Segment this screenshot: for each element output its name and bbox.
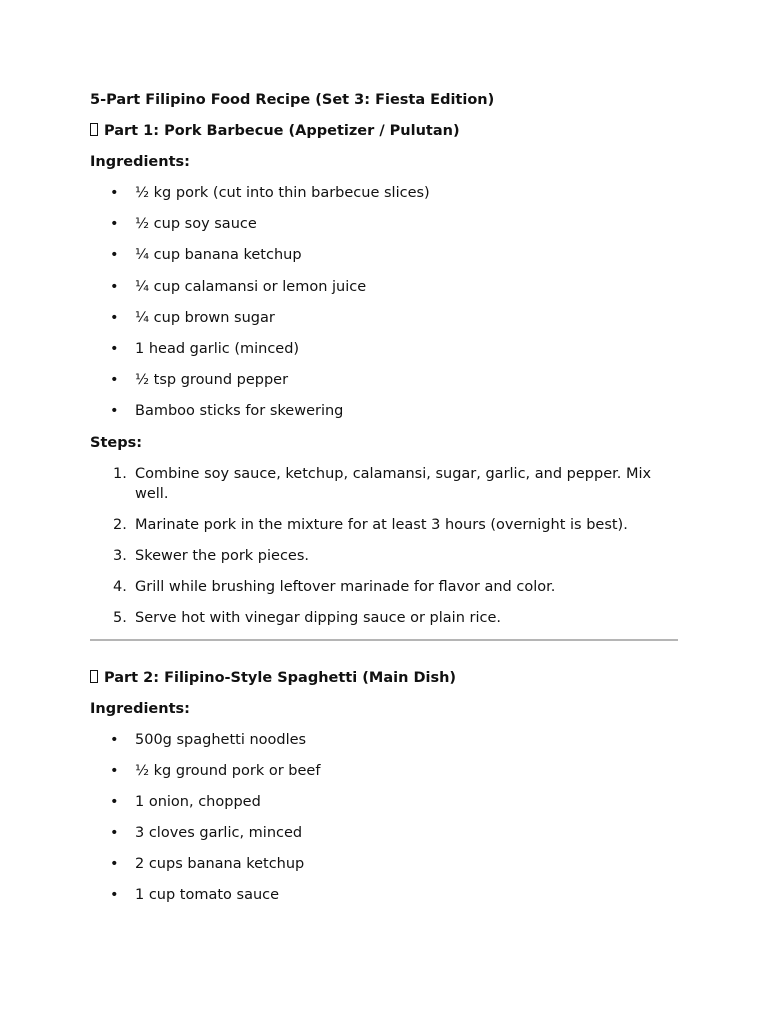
- list-item: [90, 885, 678, 905]
- bullet-icon: •: [110, 856, 119, 873]
- list-item: [90, 401, 678, 421]
- list-item: [90, 464, 678, 504]
- ingredient-text: 3 cloves garlic, minced: [135, 825, 303, 842]
- ingredient-text: ¼ cup banana ketchup: [135, 247, 302, 264]
- part-1-steps-label: Steps:: [90, 434, 143, 451]
- bullet-icon: •: [110, 793, 119, 810]
- part-2-heading: [90, 668, 678, 688]
- list-item: [90, 308, 678, 328]
- list-item: [90, 792, 678, 812]
- list-item: [90, 277, 678, 297]
- ingredient-text: 2 cups banana ketchup: [135, 856, 305, 873]
- step-text: Skewer the pork pieces.: [135, 547, 310, 564]
- document-page: [90, 90, 678, 917]
- part-1-heading-text: Part 1: Pork Barbecue (Appetizer / Pulutan): [104, 123, 460, 139]
- ingredient-text: ½ kg pork (cut into thin barbecue slices): [135, 185, 430, 201]
- bullet-icon: •: [110, 887, 119, 904]
- ingredient-text: ½ tsp ground pepper: [135, 372, 289, 389]
- ingredient-text: 500g spaghetti noodles: [135, 731, 307, 748]
- step-number: 2.: [113, 516, 127, 533]
- part-1-steps-list: [90, 464, 678, 628]
- list-item: [90, 823, 678, 843]
- list-item: [90, 370, 678, 390]
- part-2-ingredients-list: [90, 730, 678, 906]
- part-1-ingredients-label: Ingredients:: [90, 154, 190, 170]
- ingredient-text: ½ kg ground pork or beef: [135, 762, 321, 779]
- bullet-icon: •: [110, 731, 119, 748]
- section-divider: [90, 639, 678, 641]
- bullet-icon: •: [110, 403, 119, 420]
- list-item: [90, 546, 678, 566]
- list-item: [90, 608, 678, 628]
- step-number: 1.: [113, 465, 127, 482]
- missing-glyph-icon: [90, 670, 98, 683]
- ingredient-text: 1 onion, chopped: [135, 793, 261, 810]
- step-number: 5.: [113, 609, 127, 626]
- ingredient-text: ½ cup soy sauce: [135, 216, 257, 233]
- bullet-icon: •: [110, 309, 119, 326]
- list-item: [90, 515, 678, 535]
- step-number: 4.: [113, 578, 127, 595]
- ingredient-text: 1 head garlic (minced): [135, 340, 300, 357]
- bullet-icon: •: [110, 247, 119, 264]
- list-item: [90, 761, 678, 781]
- list-item: [90, 339, 678, 359]
- part-2-heading-text: Part 2: Filipino-Style Spaghetti (Main Dish): [104, 669, 457, 686]
- bullet-icon: •: [110, 762, 119, 779]
- ingredient-text: ¼ cup brown sugar: [135, 309, 275, 326]
- list-item: [90, 214, 678, 234]
- list-item: [90, 245, 678, 265]
- part-1-heading: [90, 121, 678, 141]
- ingredient-text: Bamboo sticks for skewering: [135, 403, 344, 420]
- ingredient-text: ¼ cup calamansi or lemon juice: [135, 278, 367, 295]
- part-1-ingredients-list: [90, 183, 678, 421]
- bullet-icon: •: [110, 278, 119, 295]
- step-text: Serve hot with vinegar dipping sauce or plain rice.: [135, 609, 501, 626]
- list-item: [90, 854, 678, 874]
- step-text: Combine soy sauce, ketchup, calamansi, sugar, garlic, and pepper. Mix well.: [135, 465, 652, 502]
- bullet-icon: •: [110, 825, 119, 842]
- bullet-icon: •: [110, 340, 119, 357]
- part-2-ingredients-label: Ingredients:: [90, 700, 190, 717]
- step-text: Marinate pork in the mixture for at least 3 hours (overnight is best).: [135, 516, 628, 533]
- step-text: Grill while brushing leftover marinade for flavor and color.: [135, 578, 556, 595]
- bullet-icon: •: [110, 185, 119, 201]
- bullet-icon: •: [110, 216, 119, 233]
- list-item: [90, 730, 678, 750]
- missing-glyph-icon: [90, 123, 98, 136]
- step-number: 3.: [113, 547, 127, 564]
- list-item: [90, 183, 678, 203]
- document-title: 5-Part Filipino Food Recipe (Set 3: Fiesta Edition): [90, 92, 495, 108]
- ingredient-text: 1 cup tomato sauce: [135, 887, 280, 904]
- bullet-icon: •: [110, 372, 119, 389]
- list-item: [90, 577, 678, 597]
